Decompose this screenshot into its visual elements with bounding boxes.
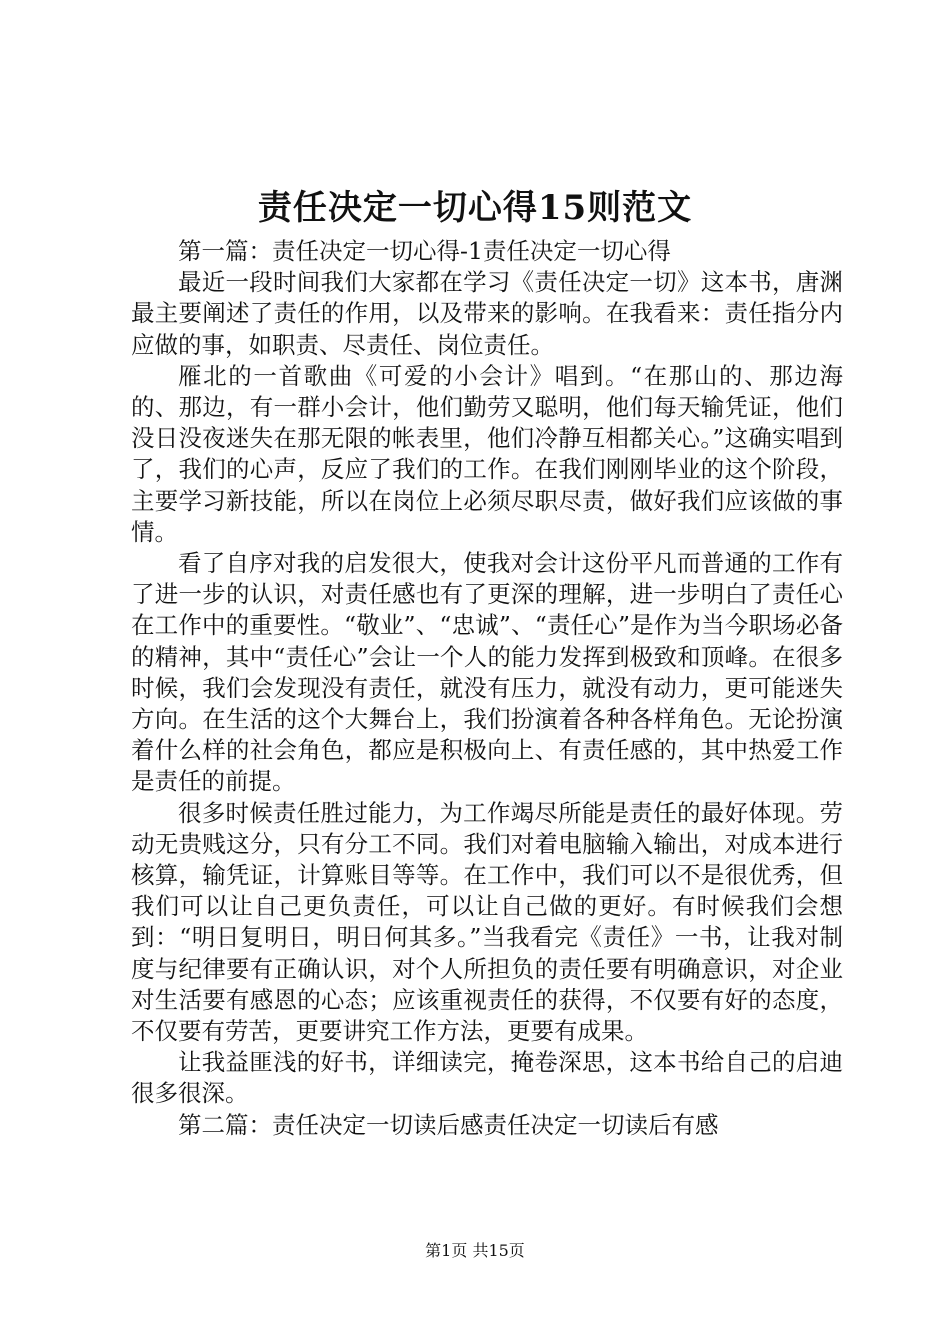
section-heading-2: 第二篇：责任决定一切读后感责任决定一切读后有感	[178, 1110, 719, 1139]
document-title: 责任决定一切心得15则范文	[257, 188, 693, 228]
page-footer: 第1页 共15页	[425, 1241, 525, 1260]
body-paragraph: 雁北的一首歌曲《可爱的小会计》唱到。“在那山的、那边海的、那边，有一群小会计，他们勤劳又聪明，他们每天输凭证，他们没日没夜迷失在那无限的帐表里，他们冷静互相都关心。”这确实唱到了，我们的心声，反应了我们的工作。在我们刚刚毕业的这个阶段，主要学习新技能，所以在岗位上必须尽职尽责，做好我们应该做的事情。	[131, 361, 843, 546]
body-paragraph: 看了自序对我的启发很大，使我对会计这份平凡而普通的工作有了进一步的认识，对责任感也有了更深的理解，进一步明白了责任心在工作中的重要性。“敬业”、“忠诚”、“责任心”是作为当今职场必备的精神，其中“责任心”会让一个人的能力发挥到极致和顶峰。在很多时候，我们会发现没有责任，就没有压力，就没有动力，更可能迷失方向。在生活的这个大舞台上，我们扮演着各种各样角色。无论扮演着什么样的社会角色，都应是积极向上、有责任感的，其中热爱工作是责任的前提。	[131, 549, 843, 796]
section-heading-1: 第一篇：责任决定一切心得-1责任决定一切心得	[178, 237, 671, 265]
body-paragraph: 最近一段时间我们大家都在学习《责任决定一切》这本书，唐渊最主要阐述了责任的作用，以及带来的影响。在我看来：责任指分内应做的事，如职责、尽责任、岗位责任。	[131, 268, 843, 359]
body-paragraph: 让我益匪浅的好书，详细读完，掩卷深思，这本书给自己的启迪很多很深。	[131, 1048, 843, 1108]
document-body	[131, 236, 843, 1141]
body-paragraph: 很多时候责任胜过能力，为工作竭尽所能是责任的最好体现。劳动无贵贱这分，只有分工不同。我们对着电脑输入输出，对成本进行核算，输凭证，计算账目等等。在工作中，我们可以不是很优秀，但我们可以让自己更负责任，可以让自己做的更好。有时候我们会想到：“明日复明日，明日何其多。”当我看完《责任》一书，让我对制度与纪律要有正确认识，对个人所担负的责任要有明确意识，对企业对生活要有感恩的心态；应该重视责任的获得，不仅要有好的态度，不仅要有劳苦，更要讲究工作方法，更要有成果。	[131, 798, 843, 1046]
